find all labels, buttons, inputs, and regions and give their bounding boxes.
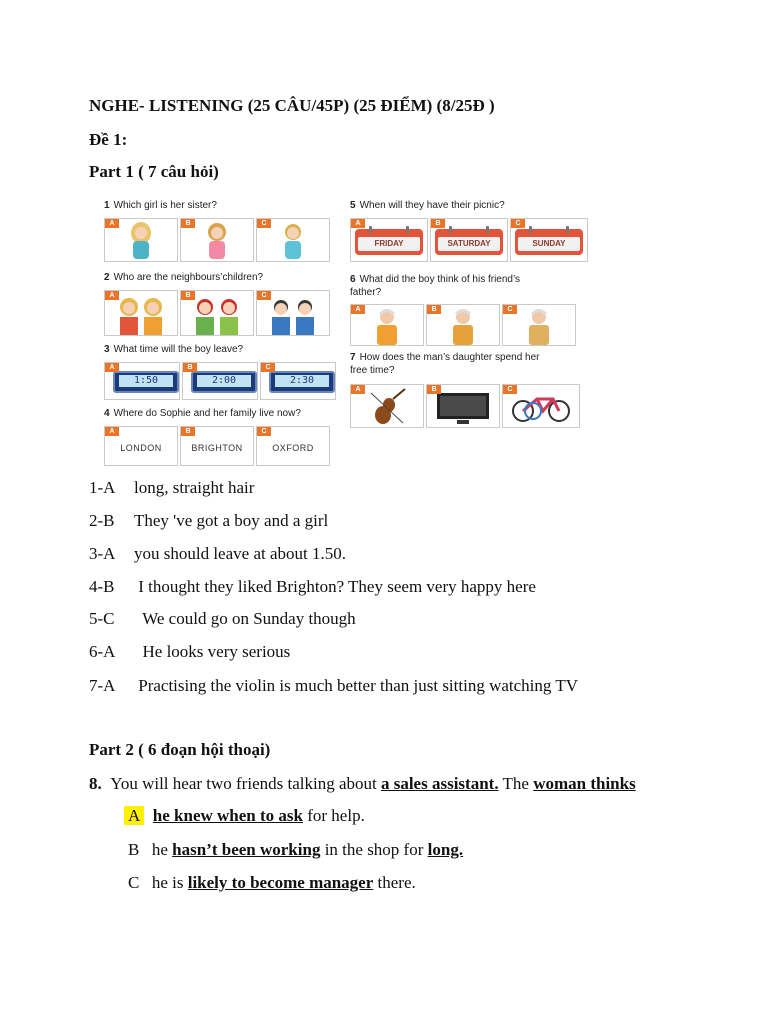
answer-2: 2-B They 've got a boy and a girl [89,511,329,530]
question-1: 1 Which girl is her sister? [104,200,217,211]
question-4: 4 Where do Sophie and her family live now? [104,408,301,419]
option-b-girl: B [180,218,254,262]
option-c-children: C [256,290,330,336]
option-a-calendar: A FRIDAY [350,218,428,262]
option-a-children: A [104,290,178,336]
calendar-icon: SATURDAY [435,229,503,255]
option-c-girl: C [256,218,330,262]
question-1-options [104,218,330,262]
digital-clock-icon: 2:30 [269,371,335,393]
part2-title: Part 2 ( 6 đoạn hội thoại) [89,740,271,759]
answer-3: 3-A you should leave at about 1.50. [89,544,346,563]
option-b-place: B BRIGHTON [180,426,254,466]
question-6: 6 What did the boy think of his friend’s [350,274,521,285]
question-5-options [350,218,588,262]
option-a-clock: A 1:50 [104,362,180,400]
answer-5: 5-C We could go on Sunday though [89,609,356,628]
option-c-clock: C 2:30 [260,362,336,400]
question-8-option-b: B he hasn’t been working in the shop for long. [128,840,464,859]
answer-6: 6-A He looks very serious [89,642,291,661]
question-3-options [104,362,336,400]
question-4-options [104,426,330,466]
option-b-old-man: B [426,304,500,346]
part1-title: Part 1 ( 7 câu hỏi) [89,162,219,181]
question-7-options [350,384,580,428]
digital-clock-icon: 1:50 [113,371,179,393]
option-b-tv: B [426,384,500,428]
option-c-old-man: C [502,304,576,346]
answer-4: 4-B I thought they liked Brighton? They seem very happy here [89,577,536,596]
question-2-options [104,290,330,336]
digital-clock-icon: 2:00 [191,371,257,393]
question-6-options [350,304,576,346]
calendar-icon: SUNDAY [515,229,583,255]
selected-answer-highlight: A [124,806,144,825]
question-8-option-a: A he knew when to ask for help. [124,806,365,826]
question-2: 2 Who are the neighbours’children? [104,272,264,283]
question-5: 5 When will they have their picnic? [350,200,505,211]
question-7-cont: free time? [350,365,395,376]
calendar-icon: FRIDAY [355,229,423,255]
answer-7: 7-A Practising the violin is much better than just sitting watching TV [89,676,578,695]
answer-1: 1-A long, straight hair [89,478,255,497]
option-c-calendar: C SUNDAY [510,218,588,262]
option-a-girl: A [104,218,178,262]
option-c-place: C OXFORD [256,426,330,466]
question-8-option-c: C he is likely to become manager there. [128,873,416,892]
option-a-old-man: A [350,304,424,346]
question-8: 8. You will hear two friends talking about a sales assistant. The woman thinks [89,774,636,793]
option-a-violin: A [350,384,424,428]
question-6-cont: father? [350,287,382,298]
option-a-place: A LONDON [104,426,178,466]
option-b-clock: B 2:00 [182,362,258,400]
question-3: 3 What time will the boy leave? [104,344,244,355]
option-c-bicycle: C [502,384,580,428]
option-b-children: B [180,290,254,336]
part1-figure [100,196,580,468]
option-b-calendar: B SATURDAY [430,218,508,262]
question-7: 7 How does the man’s daughter spend her [350,352,540,363]
test-number: Đề 1: [89,130,128,149]
document-title: NGHE- LISTENING (25 CÂU/45P) (25 ĐIỂM) (8/25Đ ) [89,96,495,115]
